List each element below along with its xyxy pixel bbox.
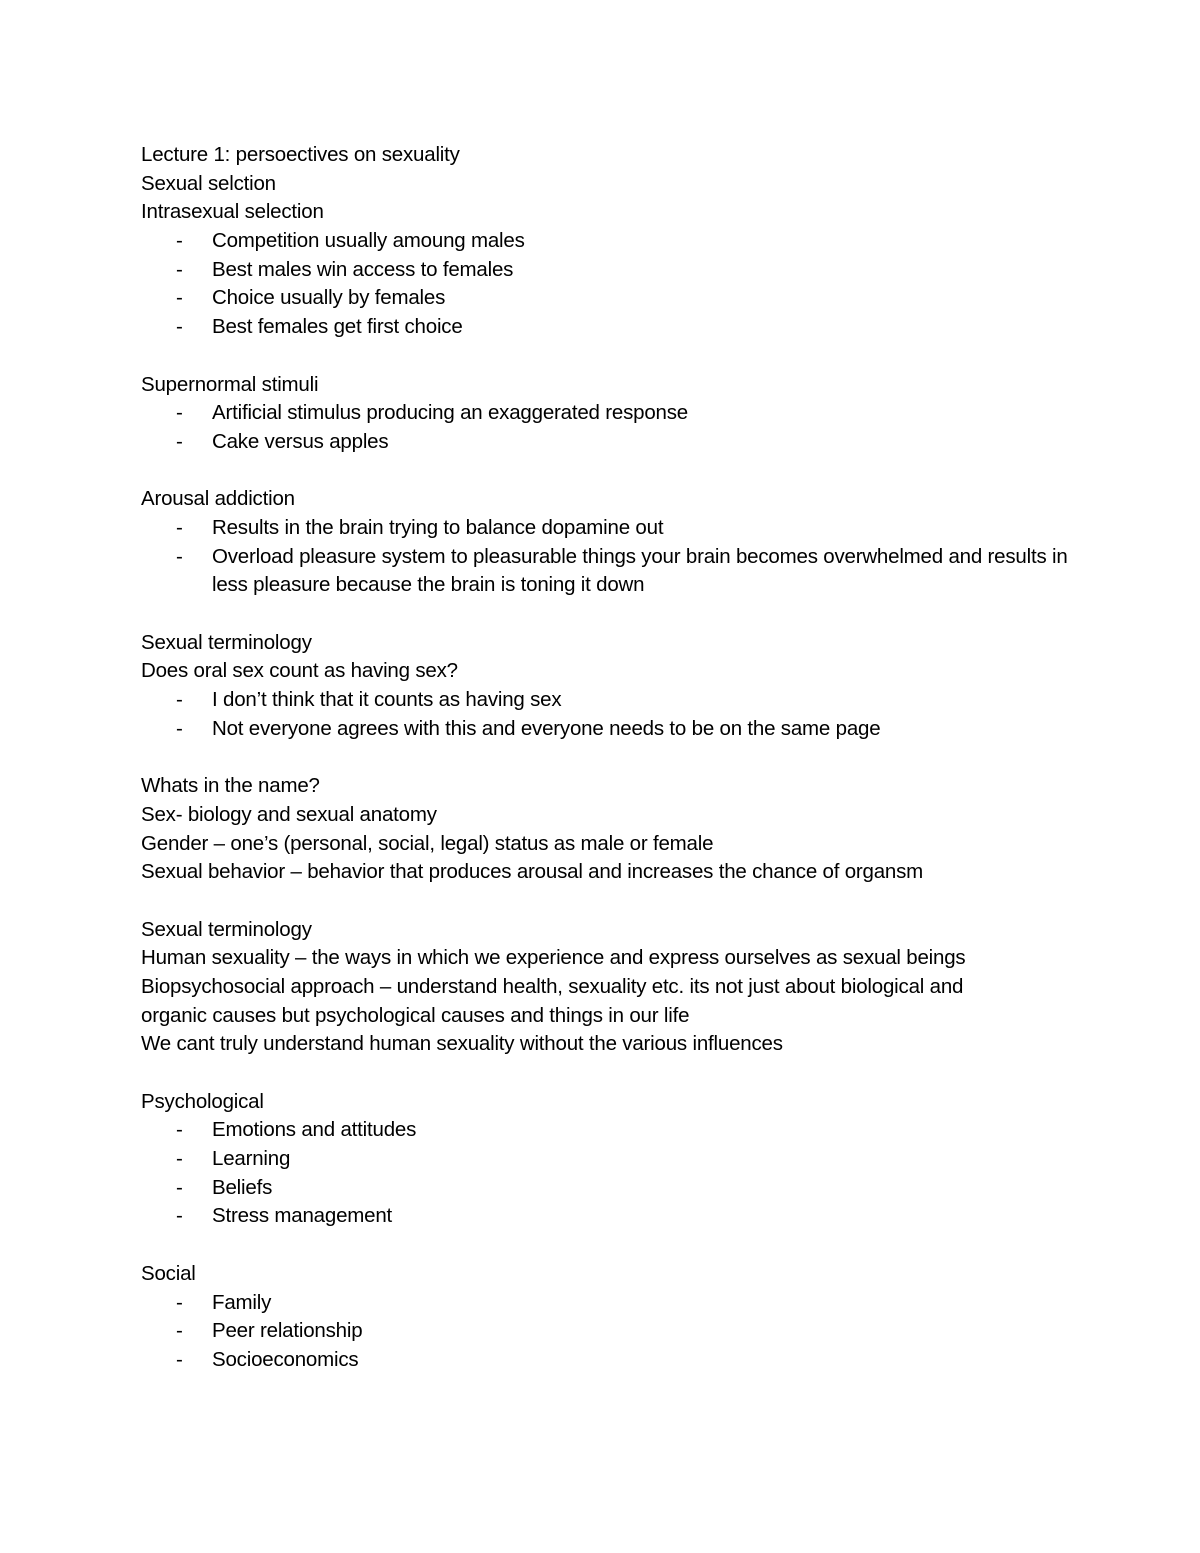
blank-line	[141, 342, 1061, 371]
bullet-dash: -	[176, 1175, 183, 1199]
blank-line	[141, 457, 1061, 486]
bullet-dash: -	[176, 515, 183, 539]
list-item	[141, 1346, 1061, 1375]
list-item-text: Best females get first choice	[212, 315, 463, 339]
blank-line	[141, 743, 1061, 772]
bullet-dash: -	[176, 688, 183, 712]
lecture-title: Lecture 1: persoectives on sexuality	[141, 143, 460, 166]
section-heading: Social	[141, 1261, 196, 1285]
list-item	[141, 1174, 1061, 1203]
blank-line	[141, 887, 1061, 916]
text-line: Human sexuality – the ways in which we experience and express ourselves as sexual beings	[141, 946, 966, 970]
list-item	[141, 227, 1061, 256]
list-item-text: Cake versus apples	[212, 429, 389, 453]
list-item-text: Not everyone agrees with this and everyone needs to be on the same page	[212, 716, 881, 740]
list-item	[141, 715, 1061, 744]
text-line: organic causes but psychological causes and things in our life	[141, 1003, 690, 1027]
list-item	[141, 543, 1068, 600]
list-item	[141, 428, 1061, 457]
section-heading: Sexual terminology	[141, 630, 312, 654]
section-heading: Arousal addiction	[141, 487, 295, 511]
list-item-text: I don’t think that it counts as having sex	[212, 688, 562, 712]
blank-line	[141, 1231, 1061, 1260]
list-item	[141, 1317, 1061, 1346]
bullet-dash: -	[176, 429, 183, 453]
list-item	[141, 284, 1061, 313]
list-item-text: Results in the brain trying to balance dopamine out	[212, 515, 664, 539]
text-line: We cant truly understand human sexuality without the various influences	[141, 1032, 783, 1056]
bullet-dash: -	[176, 257, 183, 281]
list-item	[141, 1145, 1061, 1174]
list-item-text: Overload pleasure system to pleasurable things your brain becomes overwhelmed and results in less pleasure because the brain is toning it down	[212, 544, 1068, 597]
bullet-dash: -	[176, 1147, 183, 1171]
list-item	[141, 1116, 1061, 1145]
list-item	[141, 1289, 1061, 1318]
list-item-text: Competition usually amoung males	[212, 229, 525, 253]
list-item-text: Choice usually by females	[212, 286, 446, 310]
list-item-text: Stress management	[212, 1204, 393, 1228]
bullet-dash: -	[176, 229, 183, 253]
bullet-dash: -	[176, 286, 183, 310]
bullet-dash: -	[176, 1204, 183, 1228]
text-line: Does oral sex count as having sex?	[141, 659, 458, 683]
list-item-text: Emotions and attitudes	[212, 1118, 417, 1142]
list-item-text: Beliefs	[212, 1175, 273, 1199]
list-item	[141, 1202, 1061, 1231]
list-item	[141, 399, 1061, 428]
text-line: Gender – one’s (personal, social, legal) status as male or female	[141, 831, 714, 855]
bullet-dash: -	[176, 1347, 183, 1371]
text-line: Sexual selction	[141, 171, 276, 195]
document-page	[141, 141, 1068, 1375]
blank-line	[141, 1059, 1061, 1088]
list-item-text: Artificial stimulus producing an exaggerated response	[212, 401, 688, 425]
bullet-dash: -	[176, 544, 183, 568]
bullet-dash: -	[176, 401, 183, 425]
bullet-dash: -	[176, 1290, 183, 1314]
list-item-text: Learning	[212, 1147, 291, 1171]
section-heading: Psychological	[141, 1089, 264, 1113]
bullet-dash: -	[176, 1118, 183, 1142]
text-line: Sexual behavior – behavior that produces arousal and increases the chance of organsm	[141, 860, 924, 884]
section-heading: Sexual terminology	[141, 917, 312, 941]
list-item	[141, 686, 1061, 715]
list-item-text: Socioeconomics	[212, 1347, 359, 1371]
list-item	[141, 514, 1061, 543]
text-line: Biopsychosocial approach – understand health, sexuality etc. its not just about biological and	[141, 974, 964, 998]
section-heading: Supernormal stimuli	[141, 372, 319, 396]
list-item-text: Peer relationship	[212, 1319, 363, 1343]
list-item-text: Best males win access to females	[212, 257, 514, 281]
list-item	[141, 256, 1061, 285]
bullet-dash: -	[176, 315, 183, 339]
text-line: Sex- biology and sexual anatomy	[141, 802, 437, 826]
blank-line	[141, 600, 1061, 629]
list-item-text: Family	[212, 1290, 272, 1314]
list-item	[141, 313, 1061, 342]
section-heading: Whats in the name?	[141, 774, 320, 798]
bullet-dash: -	[176, 1319, 183, 1343]
text-line: Intrasexual selection	[141, 200, 324, 224]
bullet-dash: -	[176, 716, 183, 740]
